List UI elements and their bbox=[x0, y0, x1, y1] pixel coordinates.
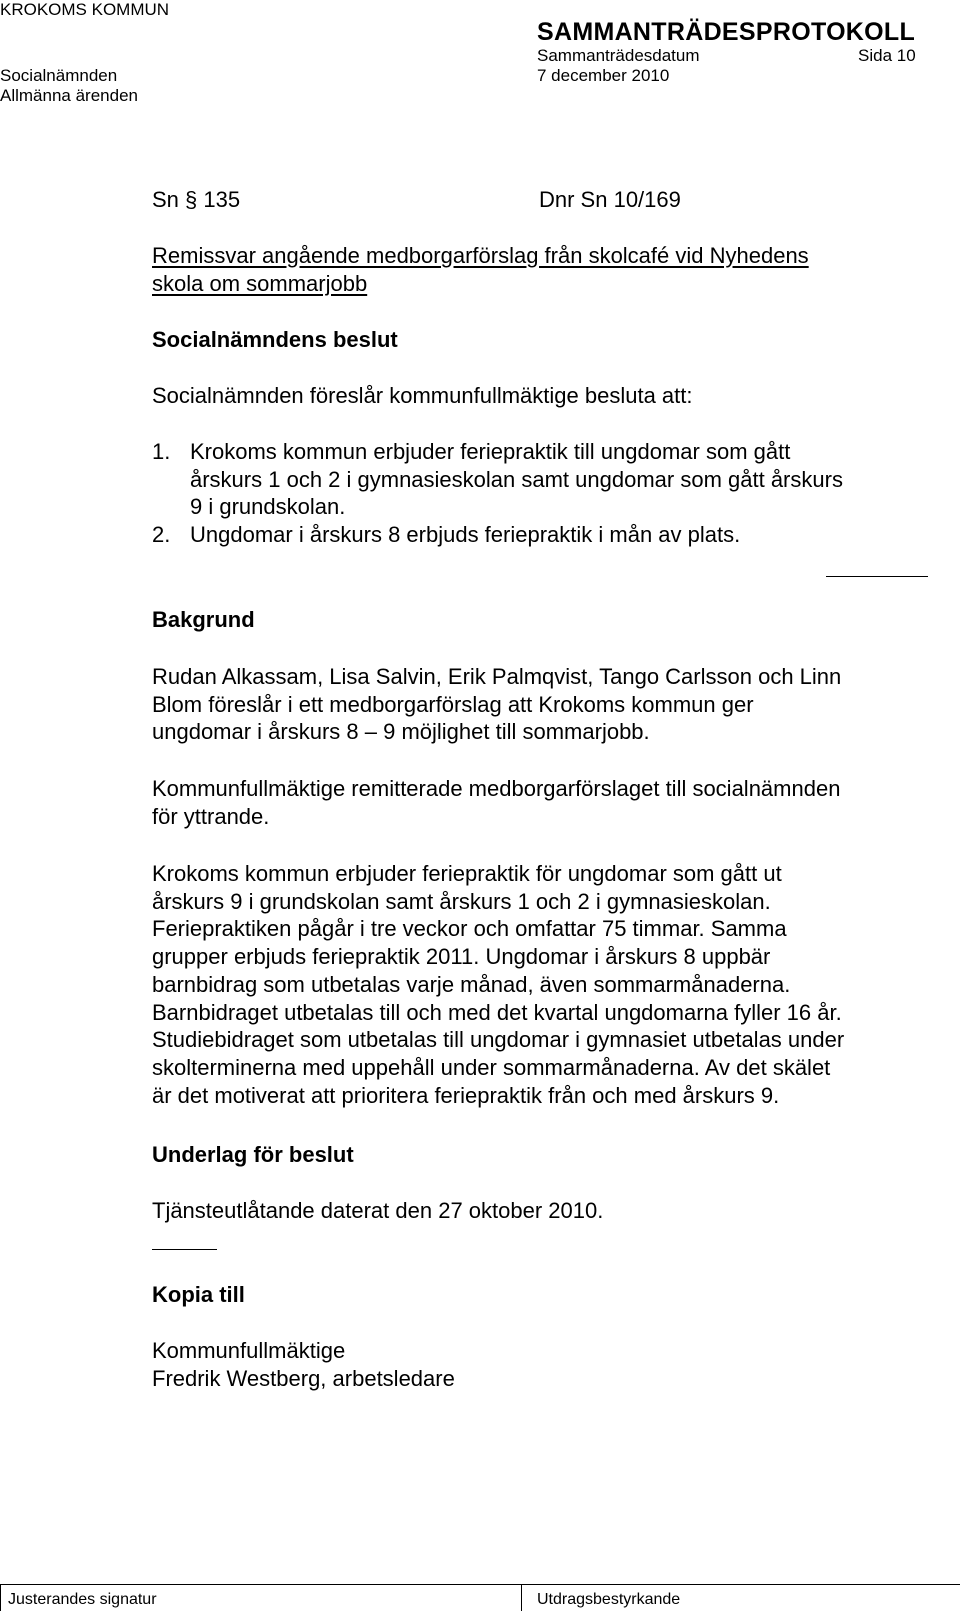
paragraph-line: barnbidrag som utbetalas varje månad, även sommarmånaderna. bbox=[152, 971, 791, 997]
case-title-line-1: Remissvar angående medborgarförslag från skolcafé vid Nyhedens bbox=[152, 243, 809, 268]
case-title-line-2: skola om sommarjobb bbox=[152, 271, 368, 296]
list-item-line: Krokoms kommun erbjuder feriepraktik till ungdomar som gått bbox=[190, 439, 791, 464]
background-paragraph-2 bbox=[152, 775, 942, 830]
short-divider-line bbox=[152, 1249, 217, 1250]
list-item-line: 9 i grundskolan. bbox=[190, 494, 346, 520]
footer-rule bbox=[0, 1584, 960, 1585]
signature-box-label: Justerandes signatur bbox=[8, 1591, 157, 1608]
decision-heading: Socialnämndens beslut bbox=[152, 327, 398, 352]
copy-recipient-2: Fredrik Westberg, arbetsledare bbox=[152, 1366, 455, 1391]
footer-divider bbox=[521, 1584, 522, 1611]
meeting-date-label: Sammanträdesdatum bbox=[537, 46, 700, 65]
divider-line bbox=[826, 576, 928, 577]
paragraph-line: är det motiverat att prioritera feriepraktik från och med årskurs 9. bbox=[152, 1082, 780, 1108]
footer-left-border bbox=[0, 1584, 1, 1611]
diary-number: Dnr Sn 10/169 bbox=[539, 187, 681, 212]
paragraph-line: ungdomar i årskurs 8 – 9 möjlighet till sommarjobb. bbox=[152, 719, 650, 745]
paragraph-line: Krokoms kommun erbjuder feriepraktik för ungdomar som gått ut bbox=[152, 861, 782, 886]
page-number: Sida 10 bbox=[858, 46, 916, 65]
paragraph-line: Feriepraktiken pågår i tre veckor och omfattar 75 timmar. Samma bbox=[152, 916, 787, 942]
meeting-date: 7 december 2010 bbox=[537, 66, 670, 85]
municipality-name: KROKOMS KOMMUN bbox=[0, 0, 170, 19]
list-item-line: Ungdomar i årskurs 8 erbjuds feriepraktik i mån av plats. bbox=[190, 522, 741, 547]
copy-heading: Kopia till bbox=[152, 1282, 245, 1307]
list-number: 1. bbox=[152, 439, 171, 464]
case-number: Sn § 135 bbox=[152, 187, 241, 212]
paragraph-line: för yttrande. bbox=[152, 803, 270, 829]
paragraph-line: årskurs 9 i grundskolan samt årskurs 1 och 2 i gymnasieskolan. bbox=[152, 888, 771, 914]
paragraph-line: Studiebidraget som utbetalas till ungdomar i gymnasiet utbetalas under bbox=[152, 1027, 845, 1053]
background-heading: Bakgrund bbox=[152, 607, 255, 632]
basis-heading: Underlag för beslut bbox=[152, 1142, 354, 1167]
paragraph-line: grupper erbjuds feriepraktik 2011. Ungdomar i årskurs 8 uppbär bbox=[152, 944, 771, 970]
paragraph-line: Rudan Alkassam, Lisa Salvin, Erik Palmqvist, Tango Carlsson och Linn bbox=[152, 664, 842, 689]
copy-recipient-1: Kommunfullmäktige bbox=[152, 1338, 346, 1363]
paragraph-line: Barnbidraget utbetalas till och med det kvartal ungdomarna fyller 16 år. bbox=[152, 999, 842, 1025]
extract-certification-label: Utdragsbestyrkande bbox=[537, 1591, 681, 1608]
list-item-line: årskurs 1 och 2 i gymnasieskolan samt ungdomar som gått årskurs bbox=[190, 466, 843, 492]
basis-text: Tjänsteutlåtande daterat den 27 oktober 2010. bbox=[152, 1198, 604, 1223]
committee-name: Socialnämnden bbox=[0, 66, 118, 85]
paragraph-line: Blom föreslår i ett medborgarförslag att Krokoms kommun ger bbox=[152, 691, 754, 717]
list-number: 2. bbox=[152, 522, 171, 547]
decision-intro: Socialnämnden föreslår kommunfullmäktige besluta att: bbox=[152, 383, 693, 408]
document-title: SAMMANTRÄDESPROTOKOLL bbox=[537, 18, 916, 46]
paragraph-line: Kommunfullmäktige remitterade medborgarförslaget till socialnämnden bbox=[152, 776, 841, 801]
section-name: Allmänna ärenden bbox=[0, 86, 138, 105]
background-paragraph-3 bbox=[152, 860, 942, 1109]
background-paragraph-1 bbox=[152, 663, 942, 746]
paragraph-line: skolterminerna med uppehåll under sommarmånaderna. Av det skälet bbox=[152, 1054, 831, 1080]
